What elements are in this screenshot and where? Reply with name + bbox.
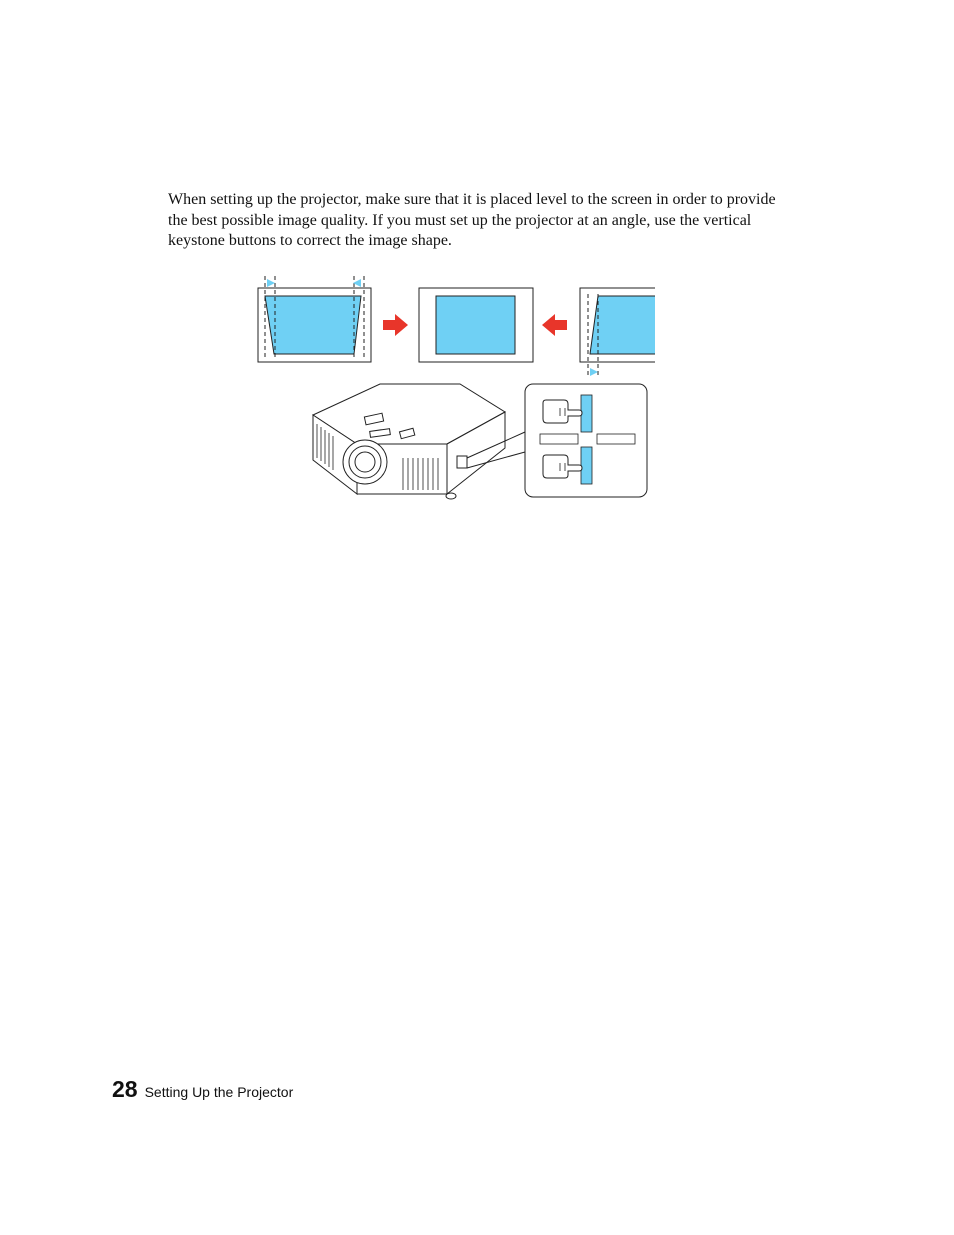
footer-section-title: Setting Up the Projector: [144, 1084, 294, 1100]
keystone-top-wide-screen-icon: [258, 276, 371, 362]
body-paragraph: When setting up the projector, make sure that it is placed level to the screen in order to provide the best possible image quality. If you must set up the projector at an angle, use the vertical keystone buttons to correct the image shape.: [168, 191, 776, 250]
corrected-screen-icon: [419, 288, 533, 362]
keystone-illustration: [255, 272, 655, 508]
arrow-right-icon: [383, 314, 408, 336]
projector-icon: [313, 384, 505, 499]
page-footer: [112, 1074, 293, 1104]
keystone-bottom-wide-screen-icon: [580, 288, 655, 376]
page-number: 28: [112, 1076, 138, 1102]
arrow-left-icon: [542, 314, 567, 336]
keystone-buttons-callout-icon: [525, 384, 647, 497]
